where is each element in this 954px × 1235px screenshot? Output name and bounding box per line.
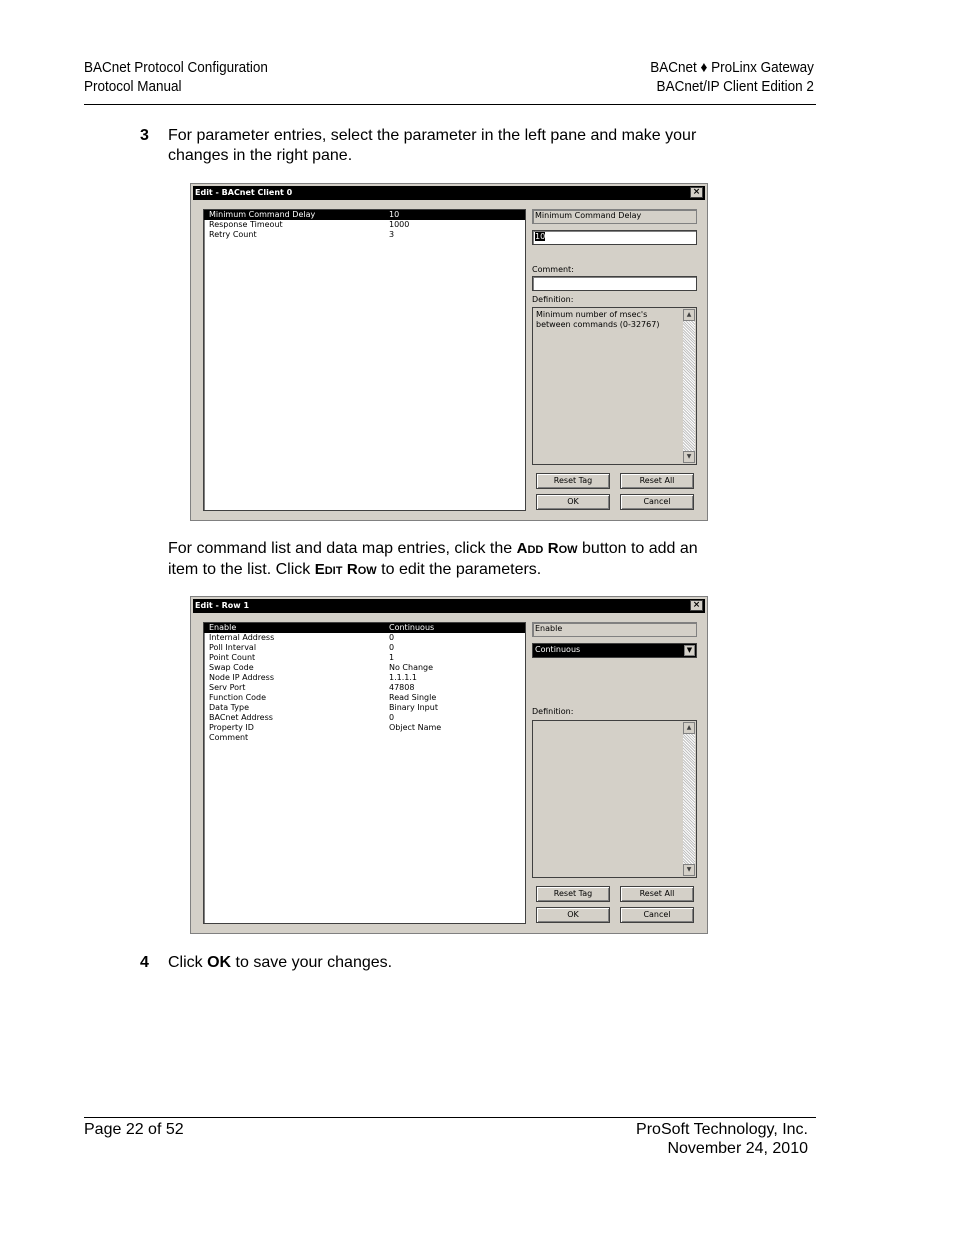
close-icon[interactable]: ×	[690, 187, 703, 198]
list-item[interactable]: Node IP Address 1.1.1.1	[209, 673, 417, 682]
header-right	[650, 58, 814, 96]
header-edition: BACnet/IP Client Edition 2	[656, 78, 814, 95]
definition-label: Definition:	[532, 295, 574, 304]
list-item[interactable]: Poll Interval 0	[209, 643, 395, 652]
ok-button[interactable]: OK	[536, 907, 610, 923]
step-4-number: 4	[140, 954, 149, 971]
scroll-up-icon[interactable]: ▲	[683, 309, 695, 321]
header-product: BACnet ♦ ProLinx Gateway	[650, 59, 814, 76]
list-item[interactable]: Point Count 1	[209, 653, 395, 662]
dialog-title: Edit - Row 1	[195, 601, 250, 610]
step-4-text: Click OK to save your changes.	[168, 954, 393, 971]
chevron-down-icon[interactable]: ▼	[684, 645, 695, 656]
company-name: ProSoft Technology, Inc.	[636, 1121, 808, 1138]
page-number: Page 22 of 52	[84, 1121, 184, 1138]
cancel-button[interactable]: Cancel	[620, 494, 694, 510]
publish-date: November 24, 2010	[667, 1140, 808, 1157]
list-item[interactable]: Response Timeout 1000	[209, 220, 410, 229]
parameter-list[interactable]	[203, 209, 526, 511]
header-doc-subtitle: Protocol Manual	[84, 78, 182, 95]
enable-select[interactable]	[532, 643, 697, 658]
scroll-up-icon[interactable]: ▲	[683, 722, 695, 734]
list-item[interactable]: Internal Address 0	[209, 633, 395, 642]
enable-select-value: Continuous	[535, 645, 581, 654]
scroll-down-icon[interactable]: ▼	[683, 451, 695, 463]
step-3-text: For parameter entries, select the parameter in the left pane and make your changes in the right pane.	[168, 127, 697, 164]
list-item[interactable]: Property ID Object Name	[209, 723, 442, 732]
definition-text: Minimum number of msec's	[536, 310, 648, 319]
list-item[interactable]: Serv Port 47808	[209, 683, 415, 692]
dialog-title-bar	[193, 186, 705, 200]
dialog-title: Edit - BACnet Client 0	[195, 188, 293, 197]
parameter-value-input[interactable]: 10	[532, 230, 697, 245]
reset-all-button[interactable]: Reset All	[620, 473, 694, 489]
header-doc-title: BACnet Protocol Configuration	[84, 59, 268, 76]
parameter-name-field: Enable	[532, 622, 697, 637]
footer-right	[636, 1120, 808, 1158]
definition-scrollbar[interactable]	[683, 309, 695, 463]
comment-input[interactable]	[532, 276, 697, 291]
definition-scrollbar[interactable]	[683, 722, 695, 876]
definition-box	[532, 720, 697, 878]
add-edit-row-instructions: For command list and data map entries, click the ADD ROW button to add an item to the list. Click EDIT ROW to edit the parameters.	[168, 540, 698, 578]
ok-button[interactable]: OK	[536, 494, 610, 510]
reset-tag-button[interactable]: Reset Tag	[536, 886, 610, 902]
cancel-button[interactable]: Cancel	[620, 907, 694, 923]
row-parameter-list[interactable]	[203, 622, 526, 924]
footer-rule	[84, 1117, 816, 1118]
list-item[interactable]: Function Code Read Single	[209, 693, 437, 702]
list-item[interactable]: Comment	[209, 733, 249, 742]
parameter-name-field: Minimum Command Delay	[532, 209, 697, 224]
list-item[interactable]: Enable Continuous	[204, 623, 525, 633]
list-item[interactable]: Retry Count 3	[209, 230, 395, 239]
comment-label: Comment:	[532, 265, 574, 274]
list-item[interactable]: Swap Code No Change	[209, 663, 434, 672]
reset-tag-button[interactable]: Reset Tag	[536, 473, 610, 489]
dialog-title-bar	[193, 599, 705, 613]
close-icon[interactable]: ×	[690, 600, 703, 611]
definition-label: Definition:	[532, 707, 574, 716]
list-item[interactable]: Minimum Command Delay 10	[204, 210, 525, 220]
edit-row-dialog	[190, 596, 708, 934]
edit-bacnet-client-dialog	[190, 183, 708, 521]
header-left	[84, 58, 268, 96]
list-item[interactable]: BACnet Address 0	[209, 713, 395, 722]
step-3-number: 3	[140, 127, 149, 144]
header-rule	[84, 104, 816, 105]
definition-box: Minimum number of msec's between commands (0-32767) ▲ ▼	[532, 307, 697, 465]
reset-all-button[interactable]: Reset All	[620, 886, 694, 902]
scroll-down-icon[interactable]: ▼	[683, 864, 695, 876]
list-item[interactable]: Data Type Binary Input	[209, 703, 438, 712]
